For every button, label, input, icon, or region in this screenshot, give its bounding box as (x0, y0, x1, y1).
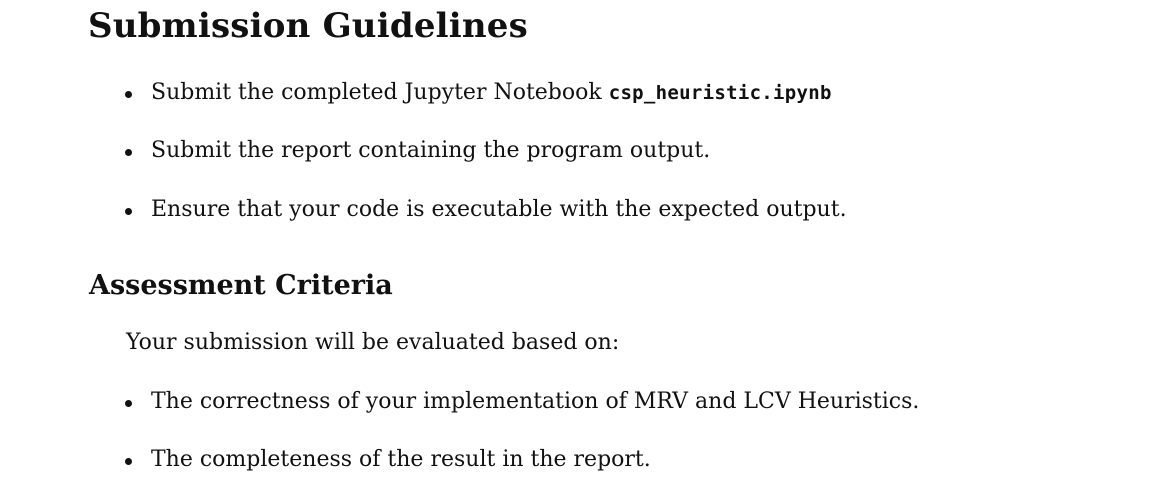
item-text: Submit the completed Jupyter Notebook (151, 80, 609, 105)
notebook-filename: csp_heuristic.ipynb (608, 82, 832, 104)
bullet-icon (125, 208, 132, 215)
bullet-icon (125, 149, 132, 156)
list-item (0, 78, 1000, 108)
list-item (0, 445, 1000, 475)
list-item-text: Ensure that your code is executable with the expected output. (151, 197, 847, 222)
assessment-criteria-heading: Assessment Criteria (89, 270, 393, 301)
list-item (0, 136, 1000, 166)
submission-guidelines-heading: Submission Guidelines (88, 6, 528, 46)
bullet-icon (125, 91, 132, 98)
list-item (0, 387, 1000, 417)
list-item-text (151, 78, 832, 108)
bullet-icon (125, 458, 132, 465)
bullet-icon (125, 400, 132, 407)
list-item (0, 195, 1000, 225)
list-item-text: The completeness of the result in the report. (151, 447, 651, 472)
assessment-intro: Your submission will be evaluated based on: (126, 330, 620, 355)
list-item-text: The correctness of your implementation of MRV and LCV Heuristics. (151, 389, 920, 414)
list-item-text: Submit the report containing the program output. (151, 138, 711, 163)
